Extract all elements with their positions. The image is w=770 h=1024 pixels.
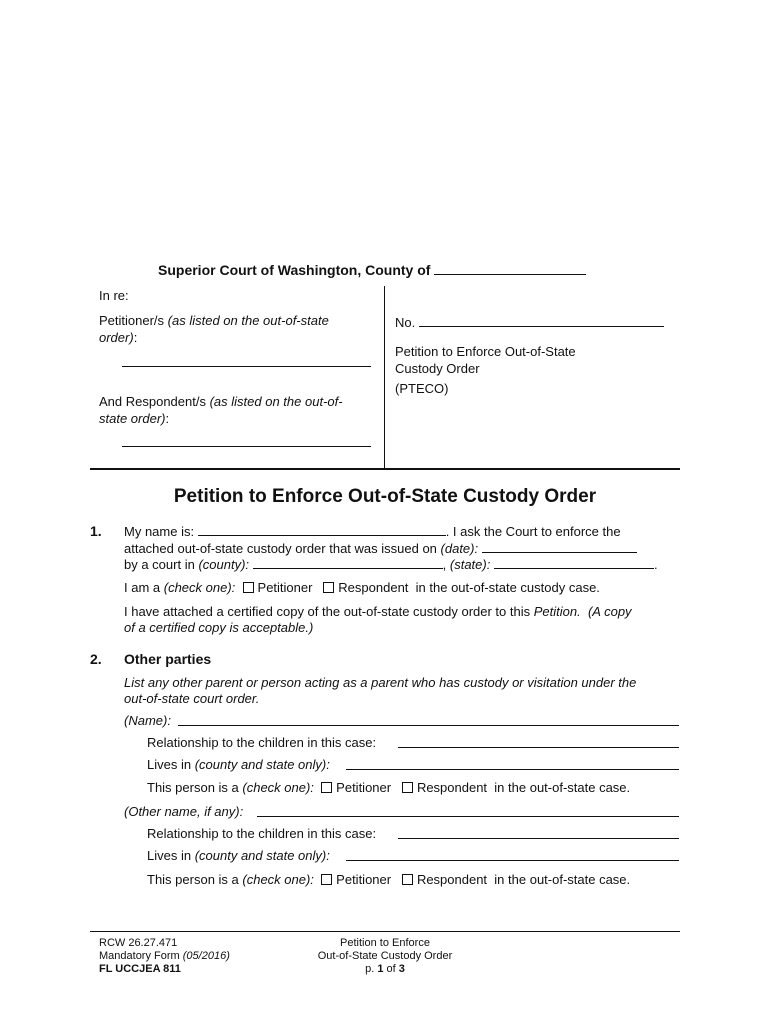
- header-divider: [384, 286, 385, 468]
- section-2-heading: Other parties: [124, 651, 212, 667]
- mandatory-form-label: Mandatory Form: [99, 950, 180, 962]
- other-name-label: (Other name, if any):: [124, 804, 244, 819]
- party-2-relationship-label: Relationship to the children in this case:: [147, 826, 377, 841]
- court-name: Superior Court of Washington, County of: [158, 262, 431, 278]
- state-label: (state):: [449, 557, 491, 572]
- court-location-line: by a court in (county): , (state): .: [124, 557, 658, 572]
- footer-left: [99, 937, 230, 976]
- case-number-field[interactable]: [419, 314, 664, 327]
- petition-word: Petition.: [533, 604, 581, 619]
- county-label: (county):: [198, 557, 250, 572]
- copy-note-2: of a certified copy is acceptable.): [124, 620, 314, 635]
- party-2-lives-in-field[interactable]: [346, 860, 679, 861]
- check-one-label: (check one):: [163, 580, 236, 595]
- party-2-petitioner-checkbox[interactable]: [321, 874, 332, 885]
- case-no-label: No.: [395, 315, 416, 330]
- petitioner-label: Petitioner/s: [99, 313, 165, 328]
- lives-in-text: Lives in: [147, 848, 192, 863]
- in-re-label: In re:: [99, 288, 129, 303]
- page-total: 3: [398, 963, 405, 975]
- county-field[interactable]: [434, 262, 586, 275]
- petitioner-option: Petitioner: [336, 872, 392, 887]
- date-label: (date):: [440, 541, 479, 556]
- footer-title-line-2: Out-of-State Custody Order: [317, 950, 453, 962]
- name-label: (Name):: [124, 713, 171, 728]
- petitioner-option: Petitioner: [336, 780, 392, 795]
- case-number: [395, 314, 664, 330]
- my-name-field[interactable]: [198, 523, 446, 536]
- check-one-label: (check one):: [242, 780, 314, 795]
- party-1-petitioner-checkbox[interactable]: [321, 782, 332, 793]
- issued-line: [124, 540, 637, 556]
- colon: :: [133, 330, 138, 345]
- instructions-line-2: out-of-state court order.: [124, 691, 260, 706]
- respondent-label-block: [99, 393, 343, 427]
- county-location-field[interactable]: [253, 556, 443, 569]
- lives-in-text: Lives in: [147, 757, 192, 772]
- section-2-number: 2.: [90, 651, 102, 667]
- respondent-checkbox[interactable]: [323, 582, 334, 593]
- instructions-line-1: List any other parent or person acting as a parent who has custody or visitation under the: [124, 675, 637, 690]
- attached-copy-text: [124, 604, 632, 636]
- petitioner-note-2: order): [99, 330, 134, 345]
- rcw-citation: RCW 26.27.471: [99, 937, 178, 949]
- check-one-label: (check one):: [242, 872, 314, 887]
- petitioner-note: (as listed on the out-of-state: [167, 313, 329, 328]
- petitioner-label-block: [99, 312, 329, 346]
- respondent-option: Respondent: [416, 780, 488, 795]
- case-title-line-1: Petition to Enforce Out-of-State: [395, 344, 576, 359]
- party-1-relationship-field[interactable]: [398, 747, 679, 748]
- my-name-line: [124, 523, 621, 539]
- party-1-relationship-label: Relationship to the children in this case:: [147, 735, 377, 750]
- court-heading: [158, 262, 586, 278]
- party-2-lives-in-label: [147, 848, 330, 863]
- ask-text: . I ask the Court to enforce the: [445, 524, 621, 539]
- header-rule: [90, 468, 680, 470]
- party-1-lives-in-field[interactable]: [346, 769, 679, 770]
- attached-text: I have attached a certified copy of the out-of-state custody order to this: [124, 604, 531, 619]
- other-parties-instructions: [124, 675, 636, 707]
- issued-text: attached out-of-state custody order that was issued on: [124, 541, 437, 556]
- respondent-option: Respondent: [416, 872, 488, 887]
- case-code: (PTECO): [395, 381, 449, 396]
- case-text: in the out-of-state case.: [494, 780, 631, 795]
- respondent-name-field[interactable]: [122, 446, 371, 447]
- party-1-role-line: [147, 780, 630, 795]
- petitioner-checkbox[interactable]: [243, 582, 254, 593]
- party-2-role-line: [147, 872, 630, 887]
- person-is-text: This person is a: [147, 872, 239, 887]
- footer-center: [285, 937, 485, 976]
- page-title: Petition to Enforce Out-of-State Custody Order: [173, 486, 597, 507]
- page-number: 1: [377, 963, 384, 975]
- form-code: FL UCCJEA 811: [99, 963, 181, 975]
- party-2-name-label: [124, 804, 243, 819]
- state-field[interactable]: [494, 556, 654, 569]
- case-title-line-2: Custody Order: [395, 361, 480, 376]
- petitioner-option: Petitioner: [257, 580, 313, 595]
- case-text: in the out-of-state case.: [494, 872, 631, 887]
- respondent-label: And Respondent/s: [99, 394, 206, 409]
- name-label: My name is:: [124, 524, 195, 539]
- footer-rule: [90, 931, 680, 932]
- respondent-note-2: state order): [99, 411, 166, 426]
- party-2-name-field[interactable]: [257, 816, 679, 817]
- person-is-text: This person is a: [147, 780, 239, 795]
- lives-in-note: (county and state only):: [194, 757, 330, 772]
- party-1-respondent-checkbox[interactable]: [402, 782, 413, 793]
- party-1-name-field[interactable]: [178, 725, 679, 726]
- form-date: (05/2016): [182, 950, 230, 962]
- page-of: of: [386, 963, 396, 975]
- copy-note: (A copy: [587, 604, 632, 619]
- court-text: by a court in: [124, 557, 195, 572]
- respondent-note: (as listed on the out-of-: [209, 394, 343, 409]
- footer-title-line-1: Petition to Enforce: [340, 937, 430, 949]
- party-2-relationship-field[interactable]: [398, 838, 679, 839]
- case-text: in the out-of-state custody case.: [415, 580, 600, 595]
- party-2-respondent-checkbox[interactable]: [402, 874, 413, 885]
- lives-in-note: (county and state only):: [194, 848, 330, 863]
- iam-text: I am a: [124, 580, 161, 595]
- page-prefix: p.: [365, 963, 375, 975]
- petitioner-name-field[interactable]: [122, 366, 371, 367]
- colon: :: [165, 411, 170, 426]
- party-role-line: [124, 580, 600, 595]
- respondent-option: Respondent: [338, 580, 409, 595]
- party-1-name-label: [124, 713, 171, 728]
- case-title: [395, 343, 576, 377]
- date-field[interactable]: [482, 540, 637, 553]
- section-1-number: 1.: [90, 523, 102, 539]
- party-1-lives-in-label: [147, 757, 330, 772]
